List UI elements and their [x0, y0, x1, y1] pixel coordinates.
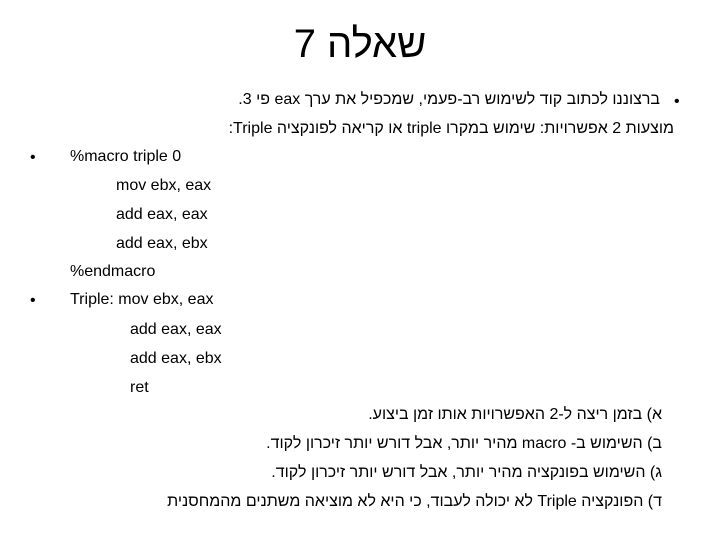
macro-line-2: mov ebx, eax — [116, 177, 212, 194]
answer-b: ב) השימוש ב- macro מהיר יותר, אבל דורש יותר זיכרון לקוד. — [266, 435, 662, 452]
function-line-1: Triple: mov ebx, eax — [70, 291, 214, 308]
function-line-3: add eax, ebx — [130, 350, 222, 367]
answer-a: א) בזמן ריצה ל-2 האפשרויות אותו זמן ביצוע. — [368, 406, 662, 423]
macro-line-1: %macro triple 0 — [70, 148, 182, 165]
macro-line-4: add eax, ebx — [116, 235, 208, 252]
function-bullet: • — [30, 292, 36, 309]
page-title: שאלה 7 — [293, 22, 427, 66]
intro-line-2: מוצעות 2 אפשרויות: שימוש במקרו triple או קריאה לפונקציה Triple: — [228, 120, 674, 137]
macro-line-3: add eax, eax — [116, 206, 208, 223]
answer-c: ג) השימוש בפונקציה מהיר יותר, אבל דורש יותר זיכרון לקוד. — [271, 464, 662, 481]
macro-bullet: • — [30, 149, 36, 166]
intro-line-1: ברצוננו לכתוב קוד לשימוש רב-פעמי, שמכפיל את ערך eax פי 3. — [238, 91, 660, 108]
intro-bullet: • — [674, 93, 680, 110]
macro-line-5: %endmacro — [70, 263, 156, 280]
answer-d: ד) הפונקציה Triple לא יכולה לעבוד, כי היא לא מוציאה משתנים מהמחסנית — [167, 493, 662, 510]
function-line-4: ret — [130, 379, 149, 396]
function-line-2: add eax, eax — [130, 321, 222, 338]
